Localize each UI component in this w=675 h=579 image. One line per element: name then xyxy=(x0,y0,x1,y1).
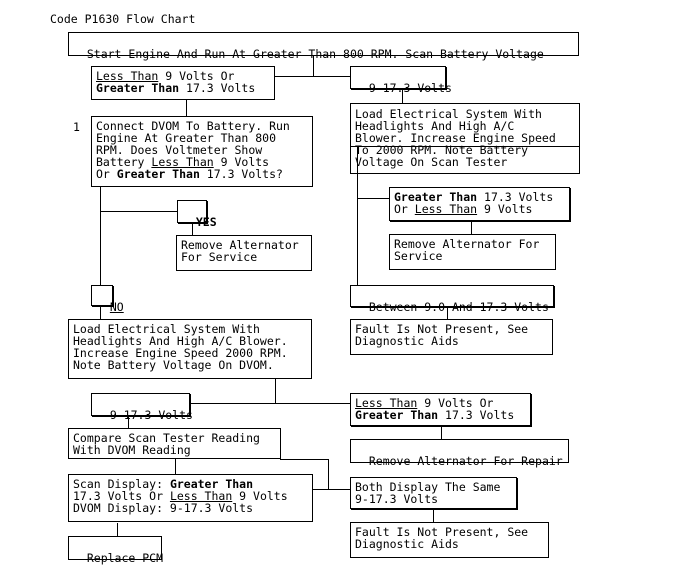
scan-line-2a: 17.3 Volts Or xyxy=(73,489,170,503)
load-left-line-1: Load Electrical System With xyxy=(73,322,260,336)
start-text: Start Engine And Run At Greater Than 800 RPM. Scan Battery Voltage xyxy=(86,47,544,61)
dvom-line-5a: Or xyxy=(96,167,117,181)
remove-alt-repair-text: Remove Alternator For Repair xyxy=(368,454,563,468)
load-left-line-4: Note Battery Voltage On DVOM. xyxy=(73,358,274,372)
scan-line-2c: 9 Volts xyxy=(232,489,288,503)
load-right-line-5: Voltage On Scan Tester xyxy=(355,155,508,169)
no-label-box xyxy=(91,285,124,314)
compare-line-1: Compare Scan Tester Reading xyxy=(73,431,260,445)
load-right-line-2: Headlights And High A/C xyxy=(355,119,515,133)
remove-alt-2-line-2: Service xyxy=(394,249,443,263)
connector-line xyxy=(280,459,328,460)
remove-alt-2-line-1: Remove Alternator For xyxy=(394,237,540,251)
connector-line xyxy=(313,489,350,490)
no-label: NO xyxy=(109,300,124,314)
scan-less-than: Less Than xyxy=(169,489,233,503)
dvom-less-than: Less Than xyxy=(151,155,214,169)
replace-pcm-text: Replace PCM xyxy=(86,551,164,565)
scan-display-box xyxy=(68,474,313,522)
fault-2-line-2: Diagnostic Aids xyxy=(355,537,459,551)
lt-right-volts: 17.3 Volts xyxy=(438,408,515,422)
remove-alt-1-line-2: For Service xyxy=(181,250,258,264)
chart-title: Code P1630 Flow Chart xyxy=(50,12,196,26)
connector-line xyxy=(328,459,329,490)
lt-right-nine: 9 Volts Or xyxy=(417,396,494,410)
dvom-line-1: Connect DVOM To Battery. Run xyxy=(96,119,290,133)
gt-right-greater: Greater Than xyxy=(394,190,478,204)
connector-line xyxy=(186,99,187,117)
connector-line xyxy=(275,378,276,404)
lt-right-less: Less Than xyxy=(355,396,418,410)
between-text: Between 9.0 And 17.3 Volts xyxy=(368,300,549,314)
dvom-line-4a: Battery xyxy=(96,155,152,169)
step-number: 1 xyxy=(73,120,80,134)
both-same-line-1: Both Display The Same xyxy=(355,480,501,494)
connector-line xyxy=(471,220,472,234)
connector-line xyxy=(433,508,434,523)
both-display-same-box xyxy=(350,477,517,509)
fault-1-line-2: Diagnostic Aids xyxy=(355,334,459,348)
dvom-line-2: Engine At Greater Than 800 xyxy=(96,131,277,145)
volts-text: 17.3 Volts xyxy=(179,81,256,95)
remove-alternator-service-box-1 xyxy=(176,235,312,271)
fault-not-present-box-2 xyxy=(350,522,549,558)
gt-right-less: Less Than xyxy=(414,202,478,216)
connector-line xyxy=(100,211,178,212)
yes-label: YES xyxy=(195,215,217,229)
gt-right-or: Or xyxy=(394,202,415,216)
connector-line xyxy=(117,523,118,537)
between-voltage-box xyxy=(350,285,554,314)
load-left-line-2: Headlights And High A/C Blower. xyxy=(73,334,288,348)
scan-line-1a: Scan Display: xyxy=(73,477,170,491)
connector-line xyxy=(441,425,442,440)
normal-range-left-box xyxy=(91,393,193,422)
lt-right-greater: Greater Than xyxy=(355,408,439,422)
connector-line xyxy=(357,198,389,199)
range-left-text: 9-17.3 Volts xyxy=(109,408,193,422)
connector-line xyxy=(100,186,101,287)
out-of-range-right-box xyxy=(389,187,570,221)
remove-alternator-repair-box xyxy=(350,439,569,468)
dvom-line-5c: 17.3 Volts? xyxy=(199,167,283,181)
yes-label-box xyxy=(177,200,217,229)
out-of-range-lower-right-box xyxy=(350,393,531,426)
low-high-voltage-box xyxy=(91,66,275,100)
compare-readings-box xyxy=(68,428,281,459)
normal-voltage-box xyxy=(350,66,452,95)
greater-than-text: Greater Than xyxy=(96,81,180,95)
remove-alt-1-line-1: Remove Alternator xyxy=(181,238,299,252)
remove-alternator-service-box-2 xyxy=(389,234,556,270)
dvom-line-4c: 9 Volts xyxy=(213,155,270,169)
dvom-check-box xyxy=(91,116,313,187)
replace-pcm-box xyxy=(68,536,164,565)
scan-greater-than: Greater Than xyxy=(169,477,254,491)
load-right-line-4: To 2000 RPM. Note Battery xyxy=(355,143,529,157)
connector-line xyxy=(274,76,350,77)
gt-right-nine: 9 Volts xyxy=(477,202,533,216)
load-right-line-3: Blower. Increase Engine Speed xyxy=(355,131,556,145)
dvom-greater-than: Greater Than xyxy=(116,167,200,181)
both-same-line-2: 9-17.3 Volts xyxy=(355,492,439,506)
compare-line-2: With DVOM Reading xyxy=(73,443,191,457)
dvom-line-3: RPM. Does Voltmeter Show xyxy=(96,143,263,157)
fault-not-present-box-1 xyxy=(350,319,553,355)
scan-line-3: DVOM Display: 9-17.3 Volts xyxy=(73,501,254,515)
start-box xyxy=(68,32,579,61)
nine-volts-or-text: 9 Volts Or xyxy=(158,69,235,83)
connector-line xyxy=(190,403,350,404)
normal-voltage-text: 9-17.3 Volts xyxy=(368,81,452,95)
connector-line xyxy=(175,459,176,475)
fault-2-line-1: Fault Is Not Present, See xyxy=(355,525,529,539)
load-electrical-right-box xyxy=(350,103,580,169)
gt-right-volts: 17.3 Volts xyxy=(477,190,554,204)
fault-1-line-1: Fault Is Not Present, See xyxy=(355,322,529,336)
load-right-line-1: Load Electrical System With xyxy=(355,107,542,121)
load-electrical-left-box xyxy=(68,319,312,379)
less-than-text: Less Than xyxy=(96,69,159,83)
load-left-line-3: Increase Engine Speed 2000 RPM. xyxy=(73,346,288,360)
